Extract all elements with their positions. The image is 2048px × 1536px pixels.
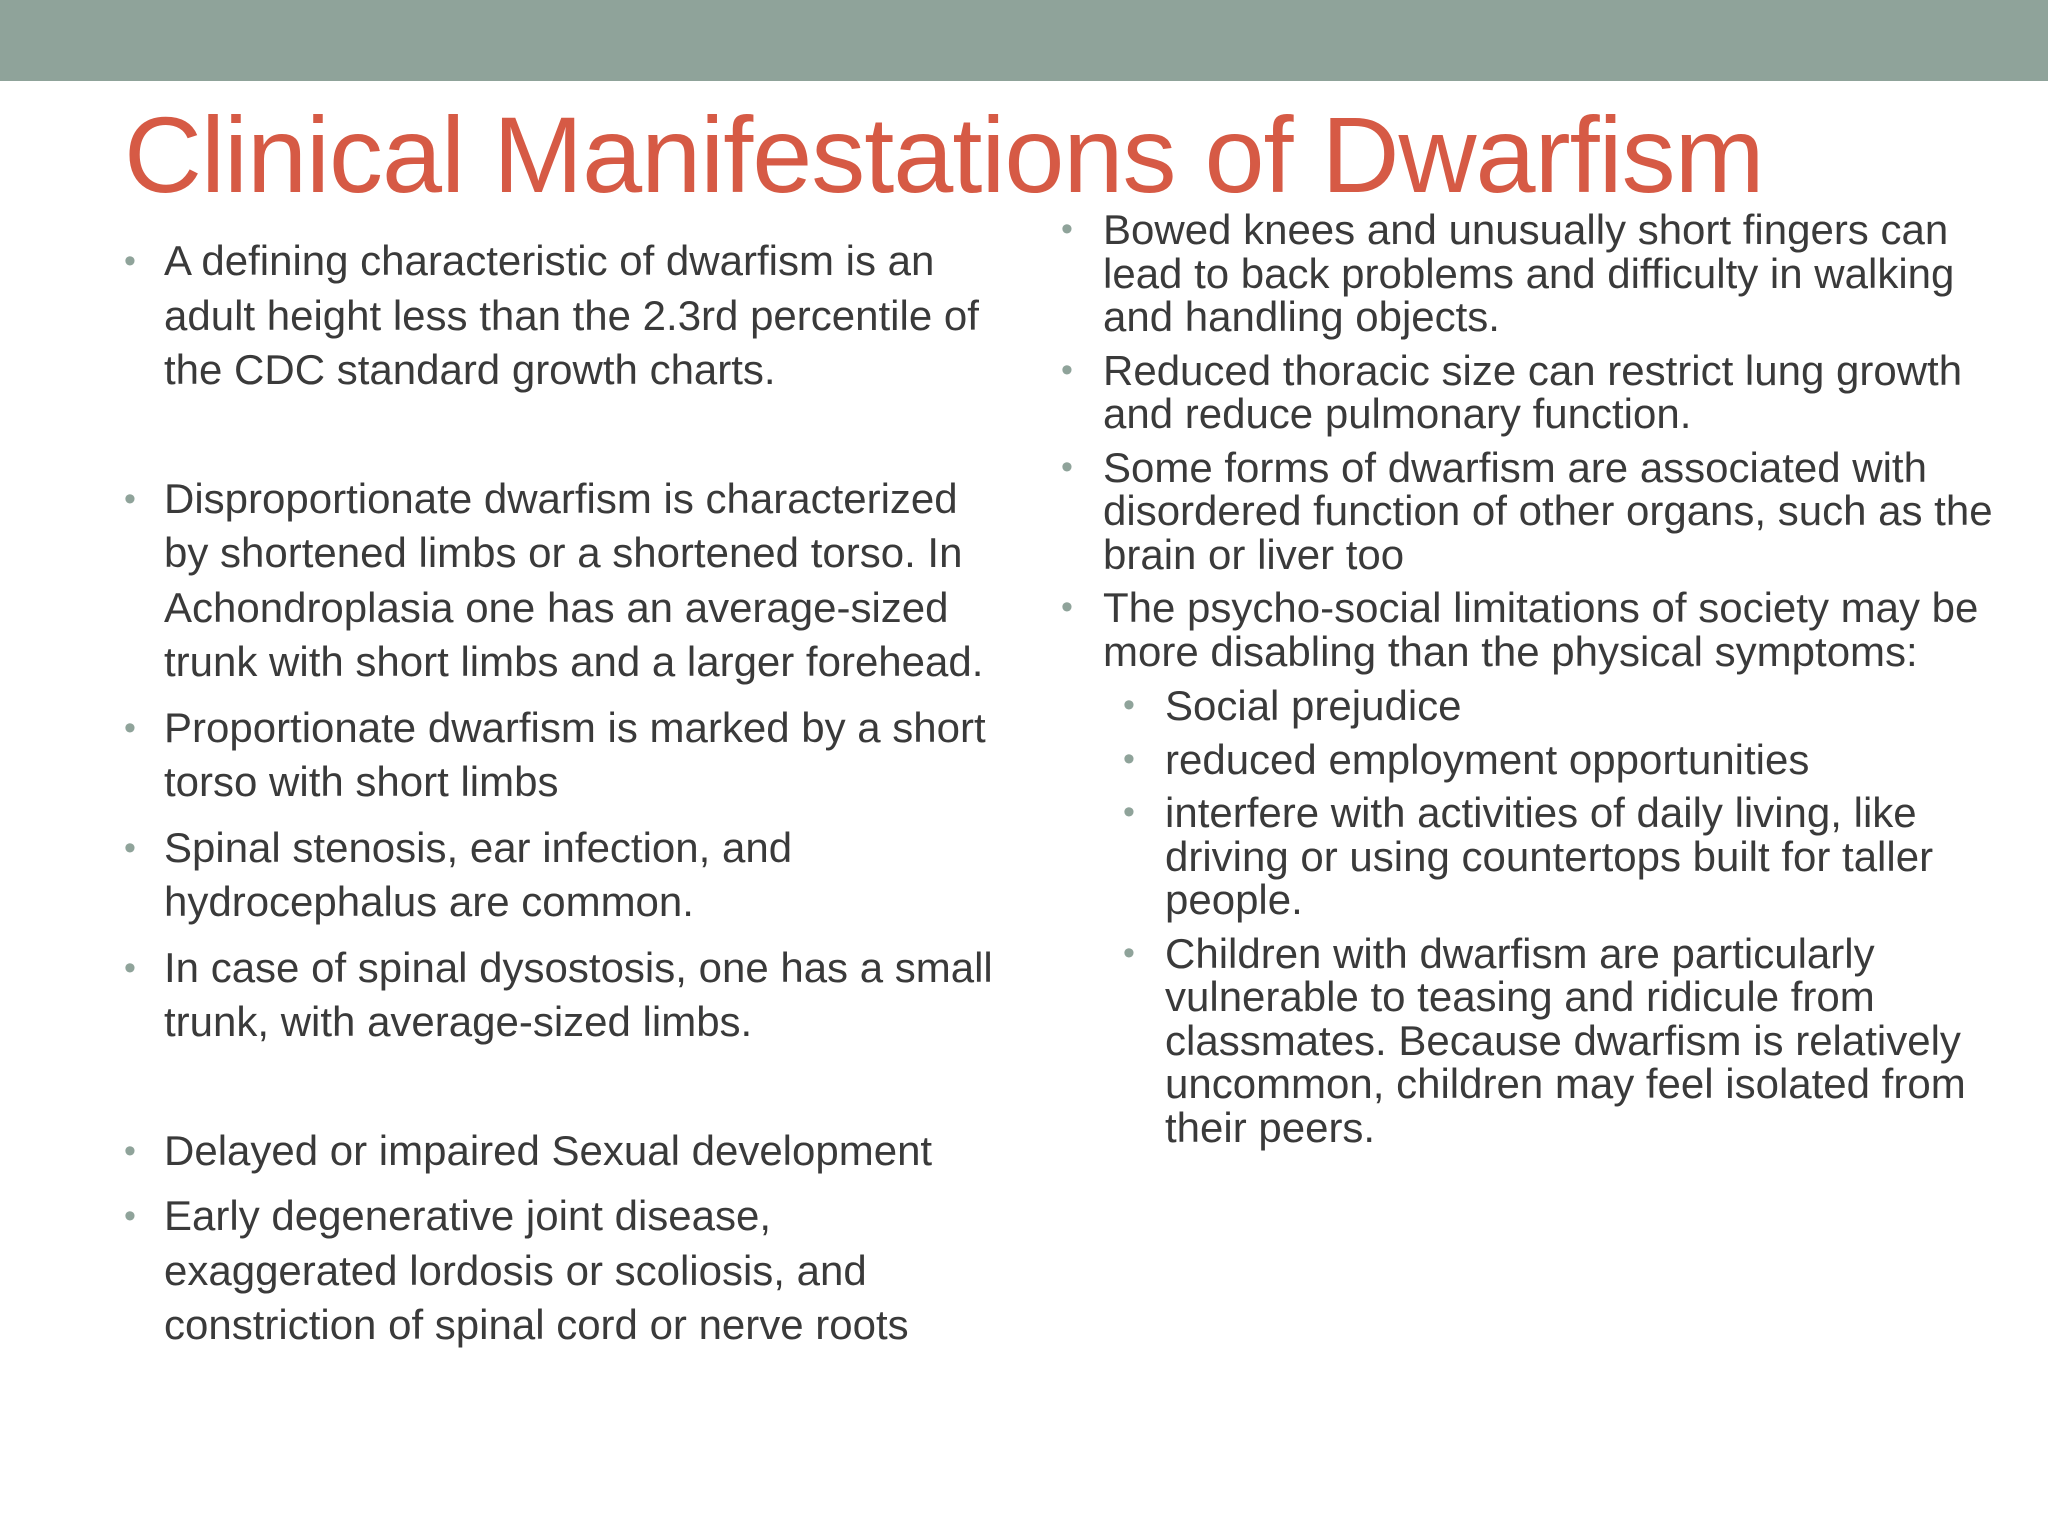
right-bullet-list (1103, 208, 2003, 1159)
bullet-item: • Disproportionate dwarfism is characterized by shortened limbs or a shortened torso. In Achondroplasia one has an average-sized trunk with short limbs and a larger forehead. (164, 472, 994, 690)
bullet-item: • A defining characteristic of dwarfism is an adult height less than the 2.3rd percentile of the CDC standard growth charts. (164, 234, 994, 398)
bullet-item: • Early degenerative joint disease, exaggerated lordosis or scoliosis, and constriction of spinal cord or nerve roots (164, 1189, 994, 1353)
sub-bullet-item: • Social prejudice (1165, 684, 2003, 728)
bullet-text: The psycho-social limitations of society may be more disabling than the physical symptoms: (1103, 584, 1979, 675)
bullet-item: • Some forms of dwarfism are associated with disordered function of other organs, such as the brain or liver too (1103, 446, 2003, 577)
top-accent-bar (0, 0, 2048, 81)
bullet-item: • In case of spinal dysostosis, one has a small trunk, with average-sized limbs. (164, 941, 994, 1050)
bullet-item: • Delayed or impaired Sexual development (164, 1124, 994, 1179)
slide-title: Clinical Manifestations of Dwarfism (124, 94, 1764, 215)
sub-bullet-item: • interfere with activities of daily living, like driving or using countertops built for taller people. (1165, 791, 2003, 922)
sub-bullet-list (1103, 684, 2003, 1149)
sub-bullet-item: • Children with dwarfism are particularly vulnerable to teasing and ridicule from classmates. Because dwarfism is relatively uncommon, children may feel isolated from their peers. (1165, 932, 2003, 1150)
bullet-item-with-sublist (1103, 586, 2003, 1149)
bullet-item: • Spinal stenosis, ear infection, and hydrocephalus are common. (164, 821, 994, 930)
bullet-item: • Bowed knees and unusually short fingers can lead to back problems and difficulty in walking and handling objects. (1103, 208, 2003, 339)
bullet-item: • Reduced thoracic size can restrict lung growth and reduce pulmonary function. (1103, 349, 2003, 436)
left-bullet-list (164, 234, 994, 1364)
sub-bullet-item: • reduced employment opportunities (1165, 738, 2003, 782)
bullet-item: • Proportionate dwarfism is marked by a short torso with short limbs (164, 701, 994, 810)
